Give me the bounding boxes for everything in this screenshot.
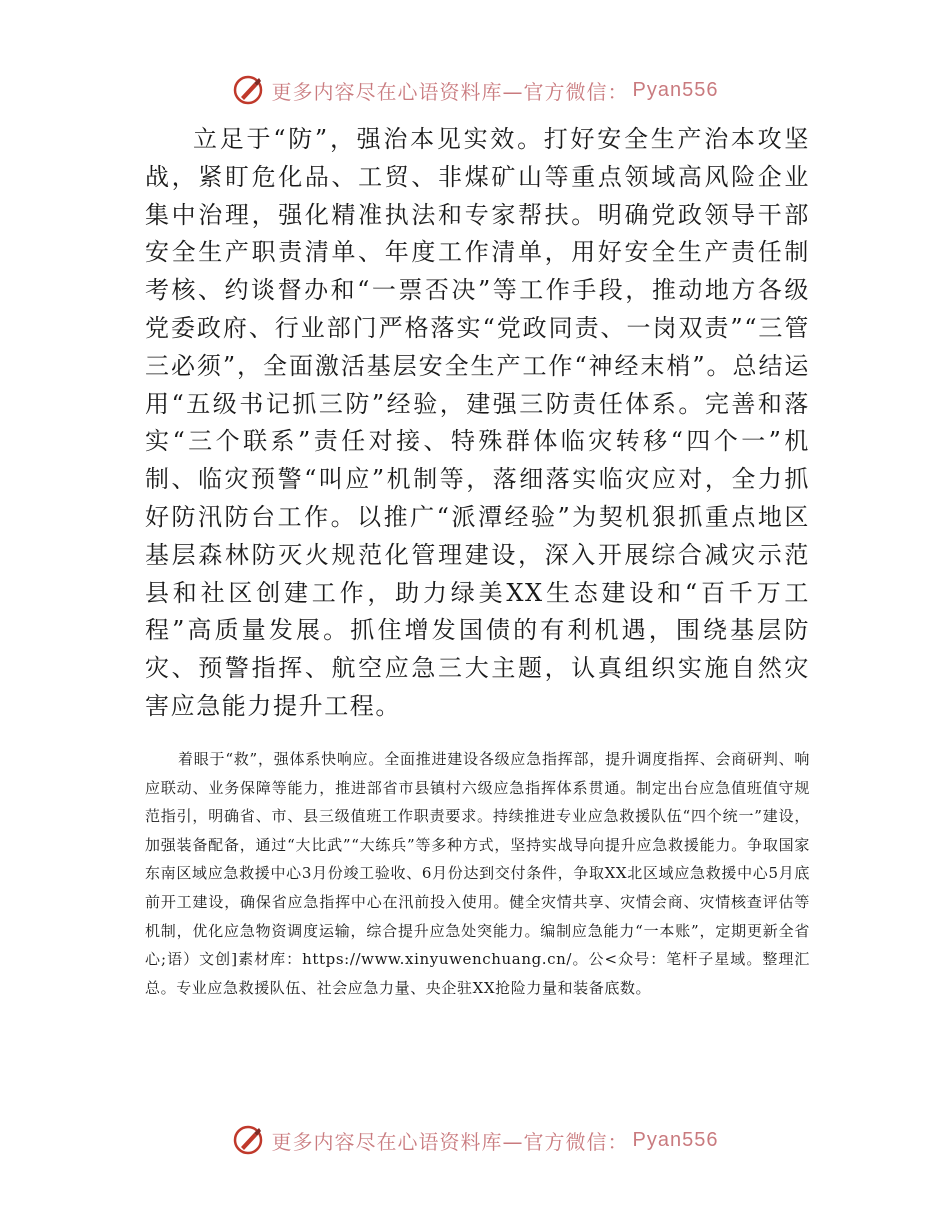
- secondary-paragraph: [145, 745, 810, 1002]
- paragraph-rescue: 着眼于“救”，强体系快响应。全面推进建设各级应急指挥部，提升调度指挥、会商研判、响应联动、业务保障等能力，推进部省市县镇村六级应急指挥体系贯通。制定出台应急值班值守规范指引，明确省、市、县三级值班工作职责要求。持续推进专业应急救援队伍“四个统一”建设，加强装备配备，通过“大比武”“大练兵”等多种方式，坚持实战导向提升应急救援能力。争取国家东南区域应急救援中心3月份竣工验收、6月份达到交付条件，争取XX北区域应急救援中心5月底前开工建设，确保省应急指挥中心在汛前投入使用。健全灾情共享、灾情会商、灾情核查评估等机制，优化应急物资调度运输，综合提升应急处突能力。编制应急能力“一本账”，定期更新全省心;语）文创]素材库：https://www.xinyuwenchuang.cn/。公<众号：笔杆子星域。整理汇总。专业应急救援队伍、社会应急力量、央企驻XX抢险力量和装备底数。: [145, 750, 810, 997]
- header-banner: [0, 70, 950, 110]
- banner-text: 更多内容尽在心语资料库—官方微信：: [271, 79, 629, 104]
- paragraph-prevention: 立足于“防”，强治本见实效。打好安全生产治本攻坚战，紧盯危化品、工贸、非煤矿山等重点领域高风险企业集中治理，强化精准执法和专家帮扶。明确党政领导干部安全生产职责清单、年度工作清单，用好安全生产责任制考核、约谈督办和“一票否决”等工作手段，推动地方各级党委政府、行业部门严格落实“党政同责、一岗双责”“三管三必须”，全面激活基层安全生产工作“神经末梢”。总结运用“五级书记抓三防”经验，建强三防责任体系。完善和落实“三个联系”责任对接、特殊群体临灾转移“四个一”机制、临灾预警“叫应”机制等，落细落实临灾应对，全力抓好防汛防台工作。以推广“派潭经验”为契机狠抓重点地区基层森林防灭火规范化管理建设，深入开展综合减灾示范县和社区创建工作，助力绿美XX生态建设和“百千万工程”高质量发展。抓住增发国债的有利机遇，围绕基层防灾、预警指挥、航空应急三大主题，认真组织实施自然灾害应急能力提升工程。: [145, 125, 810, 720]
- banner-account: Pyan556: [632, 78, 719, 101]
- main-paragraph: [145, 121, 810, 726]
- banner-account: Pyan556: [632, 1128, 719, 1151]
- banner-text: 更多内容尽在心语资料库—官方微信：: [271, 1129, 629, 1154]
- pen-logo-icon: [232, 73, 266, 107]
- pen-logo-icon: [232, 1123, 266, 1157]
- footer-banner: [0, 1120, 950, 1160]
